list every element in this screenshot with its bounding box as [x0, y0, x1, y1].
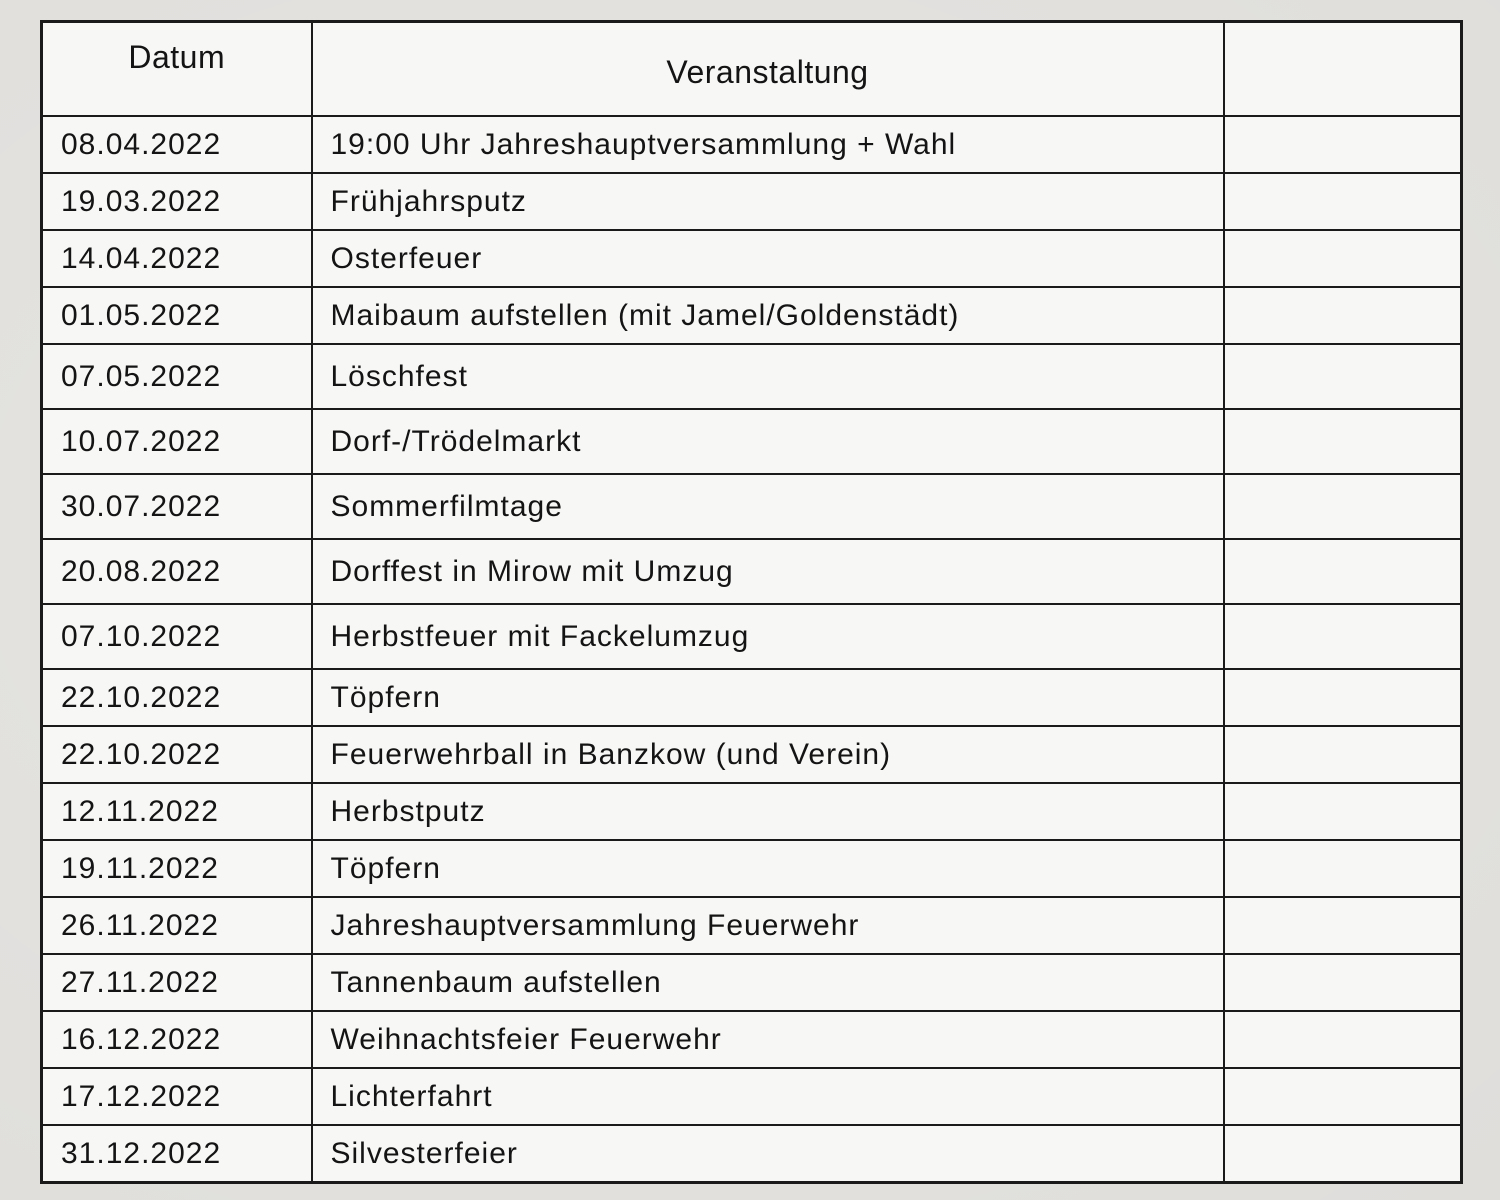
empty-cell [1224, 1068, 1462, 1125]
event-cell: Jahreshauptversammlung Feuerwehr [312, 897, 1224, 954]
event-cell: Herbstfeuer mit Fackelumzug [312, 604, 1224, 669]
date-cell: 31.12.2022 [42, 1125, 312, 1183]
date-cell: 27.11.2022 [42, 954, 312, 1011]
event-column-header: Veranstaltung [312, 22, 1224, 117]
date-cell: 22.10.2022 [42, 669, 312, 726]
date-column-header: Datum [42, 22, 312, 117]
table-row [42, 474, 1462, 539]
extra-column-header [1224, 22, 1462, 117]
empty-cell [1224, 1125, 1462, 1183]
date-cell: 17.12.2022 [42, 1068, 312, 1125]
event-cell: Löschfest [312, 344, 1224, 409]
empty-cell [1224, 954, 1462, 1011]
empty-cell [1224, 726, 1462, 783]
date-cell: 26.11.2022 [42, 897, 312, 954]
event-cell: Frühjahrsputz [312, 173, 1224, 230]
table-row [42, 954, 1462, 1011]
table-row [42, 409, 1462, 474]
empty-cell [1224, 539, 1462, 604]
table-row [42, 840, 1462, 897]
date-cell: 22.10.2022 [42, 726, 312, 783]
event-cell: Dorf-/Trödelmarkt [312, 409, 1224, 474]
date-cell: 30.07.2022 [42, 474, 312, 539]
event-cell: Töpfern [312, 669, 1224, 726]
table-row [42, 173, 1462, 230]
table-row [42, 604, 1462, 669]
event-cell: Maibaum aufstellen (mit Jamel/Goldenstädt) [312, 287, 1224, 344]
header-row [42, 22, 1462, 117]
event-cell: Weihnachtsfeier Feuerwehr [312, 1011, 1224, 1068]
table-row [42, 783, 1462, 840]
date-cell: 14.04.2022 [42, 230, 312, 287]
empty-cell [1224, 116, 1462, 173]
date-cell: 08.04.2022 [42, 116, 312, 173]
empty-cell [1224, 783, 1462, 840]
table-row [42, 344, 1462, 409]
table-row [42, 539, 1462, 604]
empty-cell [1224, 604, 1462, 669]
table-row [42, 897, 1462, 954]
table-row [42, 230, 1462, 287]
date-cell: 07.05.2022 [42, 344, 312, 409]
event-cell: 19:00 Uhr Jahreshauptversammlung + Wahl [312, 116, 1224, 173]
event-cell: Osterfeuer [312, 230, 1224, 287]
event-cell: Töpfern [312, 840, 1224, 897]
empty-cell [1224, 287, 1462, 344]
table-row [42, 1011, 1462, 1068]
event-cell: Feuerwehrball in Banzkow (und Verein) [312, 726, 1224, 783]
date-cell: 19.11.2022 [42, 840, 312, 897]
empty-cell [1224, 409, 1462, 474]
event-cell: Silvesterfeier [312, 1125, 1224, 1183]
date-cell: 12.11.2022 [42, 783, 312, 840]
empty-cell [1224, 173, 1462, 230]
date-cell: 01.05.2022 [42, 287, 312, 344]
event-cell: Sommerfilmtage [312, 474, 1224, 539]
table-row [42, 669, 1462, 726]
date-cell: 07.10.2022 [42, 604, 312, 669]
table-row [42, 287, 1462, 344]
date-cell: 20.08.2022 [42, 539, 312, 604]
empty-cell [1224, 230, 1462, 287]
empty-cell [1224, 474, 1462, 539]
empty-cell [1224, 1011, 1462, 1068]
event-cell: Herbstputz [312, 783, 1224, 840]
table-row [42, 116, 1462, 173]
table-row [42, 1125, 1462, 1183]
date-cell: 10.07.2022 [42, 409, 312, 474]
table-row [42, 726, 1462, 783]
event-cell: Lichterfahrt [312, 1068, 1224, 1125]
table-body [42, 116, 1462, 1183]
empty-cell [1224, 344, 1462, 409]
event-cell: Dorffest in Mirow mit Umzug [312, 539, 1224, 604]
empty-cell [1224, 669, 1462, 726]
empty-cell [1224, 840, 1462, 897]
empty-cell [1224, 897, 1462, 954]
event-schedule-table [40, 20, 1463, 1184]
table-row [42, 1068, 1462, 1125]
event-cell: Tannenbaum aufstellen [312, 954, 1224, 1011]
date-cell: 16.12.2022 [42, 1011, 312, 1068]
date-cell: 19.03.2022 [42, 173, 312, 230]
